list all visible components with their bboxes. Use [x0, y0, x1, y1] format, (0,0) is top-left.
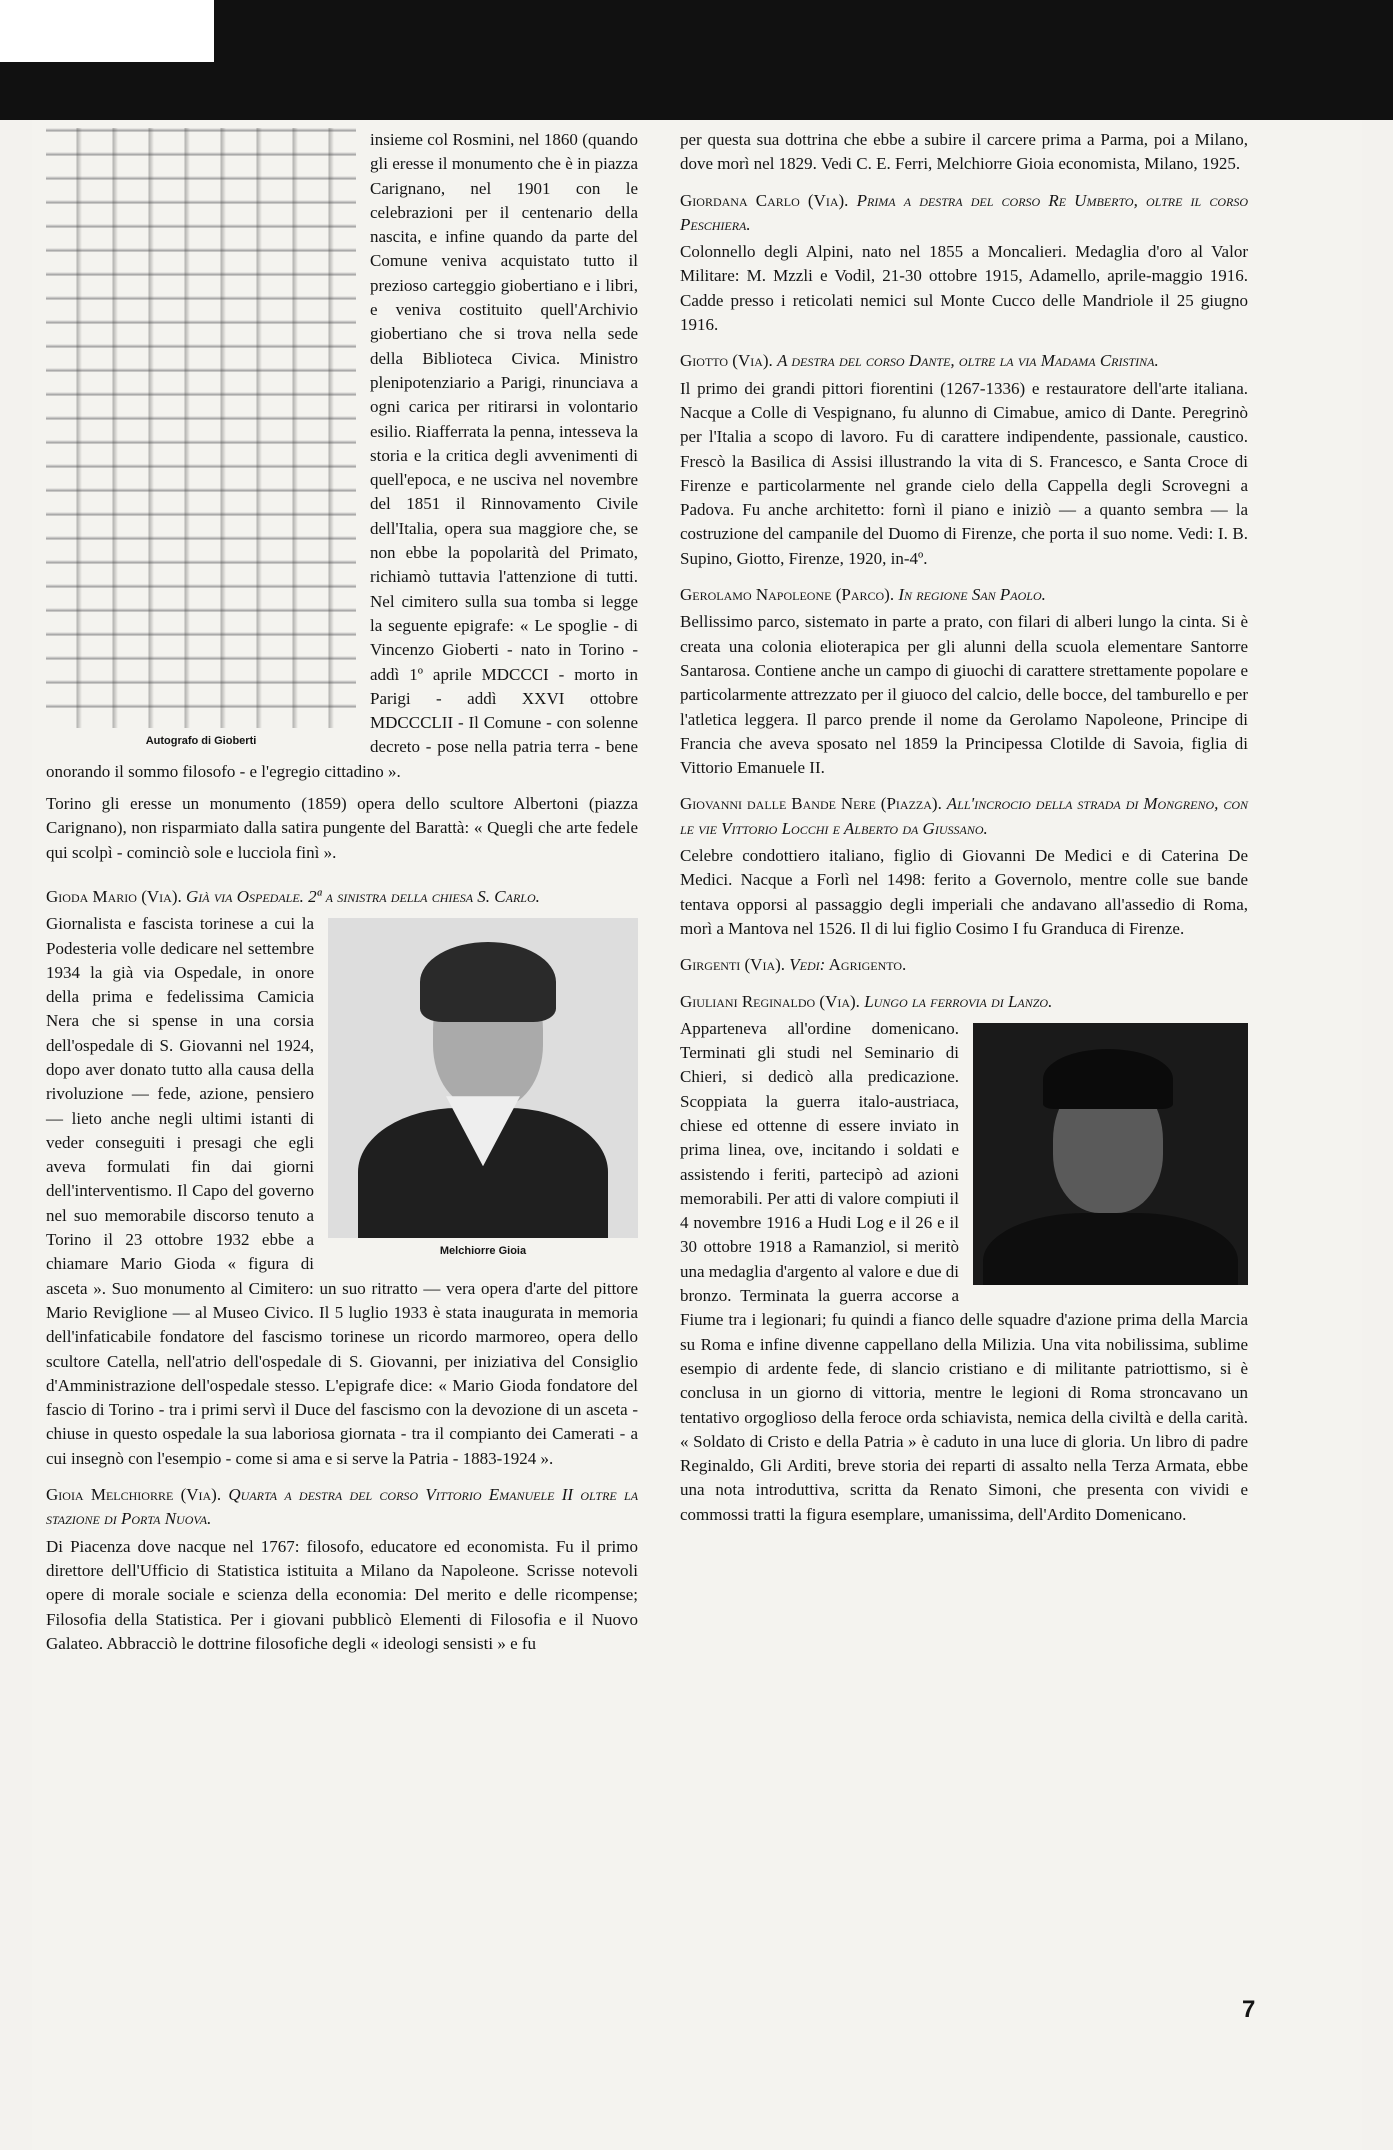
giotto-title: Giotto (Via).: [680, 351, 773, 371]
giuliani-portrait-shoulders: [983, 1213, 1238, 1285]
entry-heading-giovanni: [680, 792, 1248, 841]
right-column: [680, 128, 1248, 1968]
gioia-address-label: (Via).: [180, 1485, 222, 1505]
gioia-paragraph: Di Piacenza dove nacque nel 1767: filosofo, educatore ed economista. Fu il primo direttore dell'Ufficio di Statistica istituita a Milano da Napoleone. Scrisse notevoli opere di morale sociale e scienza della economia: Del merito e delle ricompense; Filosofia della Statistica. Per i giovani pubblicò Elementi di Filosofia e il Nuovo Galateo. Abbracciò le dottrine filosofiche degli « ideologi sensisti » e fu: [46, 1536, 638, 1653]
gerolamo-title: Gerolamo Napoleone (Parco).: [680, 585, 895, 605]
portrait-figure: [328, 918, 638, 1260]
gioia-title: Gioia Melchiorre: [46, 1485, 174, 1505]
giotto-paragraph: Il primo dei grandi pittori fiorentini (1267-1336) e restauratore dell'arte italiana. Nacque a Colle di Vespignano, fu alunno di Cimabue, amico di Dante. Peregrinò per l'Italia a scopo di lavoro. Fu di carattere indipendente, passionale, caustico. Frescò la Basilica di Assisi illustrando la vita di S. Francesco, e Santa Croce di Firenze e particolarmente nel grande cielo della Cappella degli Scrovegni a Padova. Fu anche architetto: fornì il piano e iniziò — a quanto sembra — la costruzione del campanile del Duomo di Firenze, che porta il suo nome. Vedi: I. B. Supino, Giotto, Firenze, 1920, in-4º.: [680, 378, 1248, 568]
girgenti-address: Vedi:: [789, 955, 826, 975]
gerolamo-address: In regione San Paolo.: [898, 585, 1046, 605]
gerolamo-paragraph: Bellissimo parco, sistemato in parte a prato, con filari di alberi lungo la cinta. Si è creata una colonia elioterapica per gli alunni della scuola elementare Santorre Santarosa. Contiene anche un campo di giuochi di carattere strettamente popolare e particolarmente attrezzato per il giuoco del calcio, delle bocce, del tamburello e per l'atletica leggera. Il parco prende il nome da Gerolamo Napoleone, Principe di Francia che aveva sposato nel 1859 la Principessa Clotilde di Savoia, figlia di Vittorio Emanuele II.: [680, 612, 1248, 778]
autograph-figure: [46, 128, 356, 750]
giovanni-paragraph: Celebre condottiero italiano, figlio di Giovanni De Medici e di Caterina De Medici. Nacque a Forlì nel 1498: ferito a Governolo, mentre colle sue bande tentava opporsi al passaggio degli imperiali che andavano all'assedio di Roma, morì a Mantova nel 1526. Il di lui figlio Cosimo I fu Granduca di Firenze.: [680, 846, 1248, 938]
giovanni-title: Giovanni dalle Bande Nere (Piazza).: [680, 794, 942, 814]
giuliani-title: Giuliani Reginaldo (Via).: [680, 991, 860, 1011]
giotto-address: A destra del corso Dante, oltre la via Madama Cristina.: [777, 351, 1159, 371]
giuliani-paragraph: Apparteneva all'ordine domenicano. Terminati gli studi nel Seminario di Chieri, si dedicò alla predicazione. Scoppiata la guerra italo-austriaca, chiese ed ottenne di essere inviato in prima linea, ove, incitando i soldati e assistendo i feriti, partecipò ad azioni memorabili. Per atti di valore compiuti il 4 novembre 1916 a Hudi Log e il 26 e il 30 ottobre 1918 a Ramanziol, si meritò una medaglia d'argento al valore e due di bronzo. Terminata la guerra accorse a Fiume tra i legionari; fu quindi a fianco delle squadre d'azione prima della Marcia su Roma e infine divenne cappellano della Milizia. Una vita nobilissima, sublime esempio di ardente fede, di slancio cristiano e di militante patriottismo, si è conclusa in un giorno di vittoria, mentre le legioni di Roma stroncavano un tentativo orgoglioso della feroce orda schiavista, nemica della civiltà e della carità. « Soldato di Cristo e della Patria » è caduto in una luce di gloria. Un libro di padre Reginaldo, Gli Arditi, breve storia dei reparti di assalto nella Terza Armata, ebbe una nota introduttiva, scritta da Renato Simoni, che presenta con vividi e commossi tratti la figura esemplare, umanissima, dell'Ardito Domenicano.: [680, 1018, 1248, 1524]
entry-heading-giordana: [680, 189, 1248, 238]
giordana-title: Giordana Carlo (Via).: [680, 190, 849, 210]
autograph-caption: Autografo di Gioberti: [145, 735, 257, 747]
portrait-hair: [420, 942, 556, 1022]
gioda-address: Già via Ospedale. 2ª a sinistra della chiesa S. Carlo.: [185, 886, 540, 906]
entry-heading-gioda: [46, 885, 638, 909]
gioia-address: Quarta a destra del corso Vittorio Emanuele II oltre la stazione di Porta Nuova.: [46, 1485, 639, 1529]
portrait-caption: Melchiorre Gioia: [439, 1245, 527, 1258]
gioberti-paragraph: insieme col Rosmini, nel 1860 (quando gli eresse il monumento che è in piazza Carignano, nel 1901 con le celebrazioni per il centenario della nascita, e infine quando da parte del Comune veniva acquistato tutto il prezioso carteggio giobertiano e i libri, e veniva costituito quell'Archivio giobertiano che si trova nella sede della Biblioteca Civica. Ministro plenipotenziario a Parigi, rinunciava a ogni carica per ritirarsi in volontario esilio. Riafferrata la penna, intesseva la storia e la critica degli avvenimenti di quell'epoca, e ne usciva nel novembre del 1851 il Rinnovamento Civile dell'Italia, opera sua maggiore che, se non ebbe la popolarità del Primato, richiamò tuttavia l'attenzione di tutti. Nel cimitero sulla sua tomba si legge la seguente epigrafe: « Le spoglie - di Vincenzo Gioberti - nato in Torino - addì 1º aprile MDCCCI - morto in Parigi - addì XXVI ottobre MDCCCLII - Il Comune - con solenne decreto - pose nella patria terra - bene onorando il sommo filosofo - e l'egregio cittadino ».: [46, 130, 638, 781]
giuliani-portrait-image: [973, 1023, 1248, 1285]
gioda-title: Gioda Mario (Via).: [46, 886, 182, 906]
giordana-address: Prima a destra del corso Re Umberto, oltre il corso Peschiera.: [680, 190, 1249, 234]
left-column: [46, 128, 638, 1948]
entry-heading-girgenti: [680, 953, 1248, 977]
autograph-image: [46, 128, 356, 728]
scan-corner-box: [0, 0, 214, 62]
page-number: 7: [1242, 1996, 1256, 2023]
giovanni-address: All'incrocio della strada di Mongreno, con le vie Vittorio Locchi e Alberto da Giussano.: [680, 794, 1249, 838]
gioda-paragraph: Giornalista e fascista torinese a cui la Podesteria volle dedicare nel settembre 1934 la già via Ospedale, in onore della prima e fedelissima Camicia Nera che si spense in una corsia dell'ospedale di S. Giovanni nel 1924, dopo aver donato tutto alla causa della rivoluzione — fede, azione, pensiero — lieto anche negli ultimi istanti di veder conseguiti i presagi che egli aveva formulati fin dai giorni dell'interventismo. Il Capo del governo nel suo memorabile discorso tenuto a Torino il 23 ottobre 1932 ebbe a chiamare Mario Gioda « figura di asceta ». Suo monumento al Cimitero: un suo ritratto — vera opera d'arte del pittore Mario Reviglione — al Museo Civico. Il 5 luglio 1933 è stata inaugurata in memoria dell'infaticabile fondatore del fascismo torinese un ricordo marmoreo, opera dello scultore Catella, nell'atrio dell'ospedale di S. Giovanni, per iniziativa del Consiglio d'Amministrazione dell'ospedale stesso. L'epigrafe dice: « Mario Gioda fondatore del fascio di Torino - tra i primi servì il Duce del fascismo con la devozione di un asceta - chiuse in questo ospedale la sua laboriosa giornata - tra il compianto dei Camerati - a cui insegnò con l'esempio - come si ama e si serve la Patria - 1883-1924 ».: [46, 914, 638, 1468]
entry-heading-giotto: [680, 349, 1248, 373]
giordana-paragraph: Colonnello degli Alpini, nato nel 1855 a Moncalieri. Medaglia d'oro al Valor Militare: M. Mzzli e Vodil, 21-30 ottobre 1915, Adamello, aprile-maggio 1916. Cadde presso i reticolati nemici sul Monte Cucco delle Mandriole il 25 giugno 1916.: [680, 242, 1248, 335]
girgenti-title: Girgenti (Via).: [680, 955, 786, 975]
entry-heading-giuliani: [680, 990, 1248, 1014]
entry-heading-gioia: [46, 1483, 638, 1532]
girgenti-text: Agrigento.: [828, 955, 907, 975]
entry-heading-gerolamo: [680, 583, 1248, 607]
gioia-continuation-paragraph: per questa sua dottrina che ebbe a subire il carcere prima a Parma, poi a Milano, dove morì nel 1829. Vedi C. E. Ferri, Melchiorre Gioia economista, Milano, 1925.: [680, 130, 1248, 174]
gioberti-monument-paragraph: Torino gli eresse un monumento (1859) opera dello scultore Albertoni (piazza Carignano), non risparmiato dalla satira pungente del Barattà: « Quegli che arte fedele qui scolpì - cominciò sole e lucciola finì ».: [46, 794, 638, 862]
portrait-image: [328, 918, 638, 1238]
giuliani-portrait-cap: [1043, 1049, 1173, 1109]
giuliani-address: Lungo la ferrovia di Lanzo.: [864, 991, 1053, 1011]
giuliani-portrait-figure: [973, 1023, 1248, 1285]
